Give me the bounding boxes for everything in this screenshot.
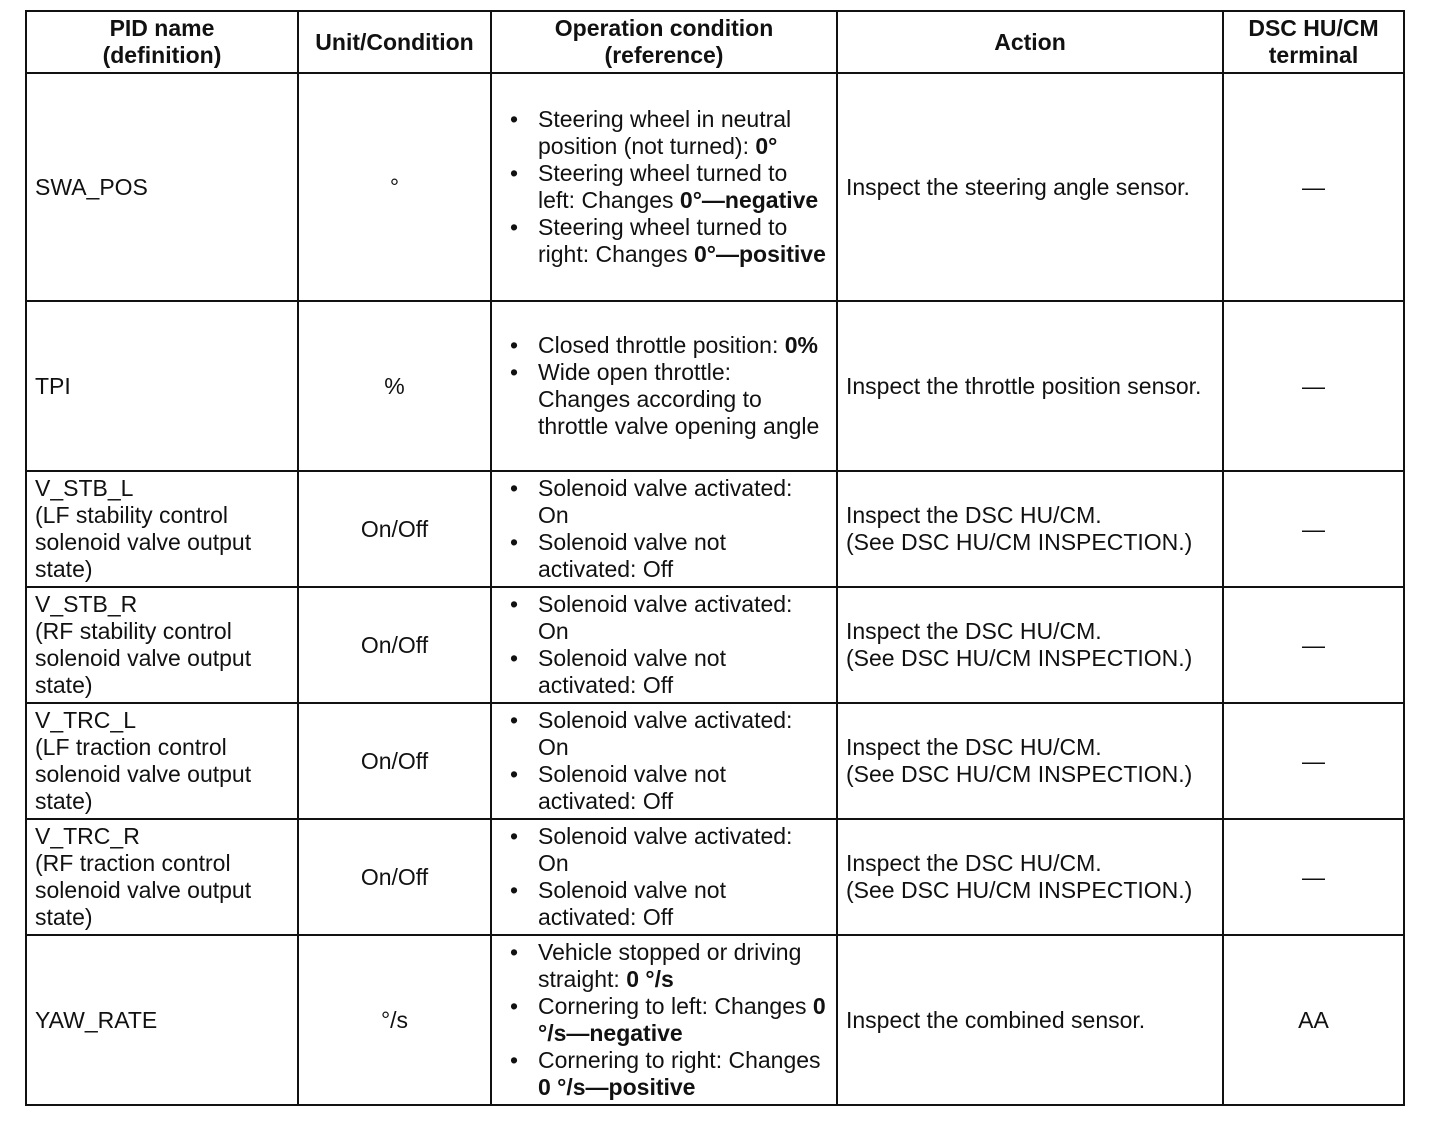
condition-item: • Solenoid valve not activated: Off	[500, 877, 828, 931]
pid-name: V_STB_R	[35, 591, 138, 617]
condition-list	[500, 475, 828, 583]
condition-item: • Cornering to left: Changes 0 °/s—negative	[500, 993, 828, 1047]
pid-name-cell	[26, 471, 298, 587]
unit-value: %	[384, 372, 405, 399]
action-text: Inspect the DSC HU/CM. (See DSC HU/CM INSPECTION.)	[846, 850, 1193, 903]
unit-cell	[298, 703, 491, 819]
condition-list	[500, 591, 828, 699]
unit-value: On/Off	[360, 631, 429, 658]
terminal-value: —	[1302, 515, 1325, 542]
pid-definition: (LF traction control solenoid valve output state)	[35, 734, 252, 814]
table-row	[26, 471, 1404, 587]
condition-list	[500, 332, 828, 440]
unit-value: °/s	[380, 1006, 409, 1033]
pid-name: YAW_RATE	[35, 1006, 158, 1033]
table-row	[26, 703, 1404, 819]
pid-table	[25, 10, 1405, 1106]
header-row	[26, 11, 1404, 73]
terminal-cell	[1223, 703, 1404, 819]
table-row	[26, 935, 1404, 1105]
terminal-value: —	[1302, 631, 1325, 658]
unit-cell	[298, 471, 491, 587]
terminal-value: —	[1302, 747, 1325, 774]
condition-item: • Solenoid valve not activated: Off	[500, 645, 828, 699]
header-pid-name: PID name (definition)	[26, 11, 298, 73]
action-cell	[837, 471, 1223, 587]
condition-item: • Steering wheel turned to left: Changes 0°—negative	[500, 160, 828, 214]
unit-cell	[298, 73, 491, 301]
terminal-value: AA	[1298, 1006, 1329, 1033]
header-action: Action	[837, 11, 1223, 73]
action-cell	[837, 587, 1223, 703]
condition-item: • Solenoid valve activated: On	[500, 707, 828, 761]
table-row	[26, 587, 1404, 703]
header-operation: Operation condition (reference)	[491, 11, 837, 73]
pid-definition: (RF stability control solenoid valve output state)	[35, 618, 252, 698]
action-text: Inspect the DSC HU/CM. (See DSC HU/CM INSPECTION.)	[846, 734, 1193, 787]
unit-value: On/Off	[360, 747, 429, 774]
terminal-cell	[1223, 73, 1404, 301]
pid-name: V_STB_L	[35, 475, 134, 501]
action-text: Inspect the DSC HU/CM. (See DSC HU/CM INSPECTION.)	[846, 618, 1193, 671]
table-row	[26, 819, 1404, 935]
condition-list	[500, 106, 828, 268]
pid-name-cell	[26, 819, 298, 935]
pid-name: SWA_POS	[35, 173, 148, 200]
unit-value: °	[389, 173, 400, 200]
action-cell	[837, 935, 1223, 1105]
pid-name-cell	[26, 935, 298, 1105]
terminal-cell	[1223, 301, 1404, 471]
terminal-cell	[1223, 819, 1404, 935]
condition-cell	[491, 301, 837, 471]
condition-cell	[491, 935, 837, 1105]
condition-item: • Steering wheel in neutral position (not turned): 0°	[500, 106, 828, 160]
pid-name: V_TRC_L	[35, 707, 136, 733]
pid-name-cell	[26, 301, 298, 471]
unit-value: On/Off	[360, 515, 429, 542]
action-text: Inspect the throttle position sensor.	[846, 372, 1202, 399]
condition-cell	[491, 471, 837, 587]
condition-item: • Solenoid valve activated: On	[500, 591, 828, 645]
terminal-value: —	[1302, 372, 1325, 399]
condition-cell	[491, 819, 837, 935]
action-cell	[837, 703, 1223, 819]
condition-item: • Solenoid valve activated: On	[500, 475, 828, 529]
condition-item: • Wide open throttle: Changes according to throttle valve opening angle	[500, 359, 828, 440]
unit-value: On/Off	[360, 863, 429, 890]
action-text: Inspect the combined sensor.	[846, 1006, 1146, 1033]
pid-definition: (LF stability control solenoid valve output state)	[35, 502, 252, 582]
terminal-value: —	[1302, 173, 1325, 200]
pid-name: V_TRC_R	[35, 823, 140, 849]
action-cell	[837, 73, 1223, 301]
condition-cell	[491, 587, 837, 703]
header-unit: Unit/Condition	[298, 11, 491, 73]
table-row	[26, 301, 1404, 471]
terminal-cell	[1223, 471, 1404, 587]
condition-list	[500, 823, 828, 931]
condition-item: • Cornering to right: Changes 0 °/s—positive	[500, 1047, 828, 1101]
terminal-cell	[1223, 935, 1404, 1105]
pid-name-cell	[26, 73, 298, 301]
condition-list	[500, 939, 828, 1101]
condition-item: • Solenoid valve activated: On	[500, 823, 828, 877]
action-cell	[837, 819, 1223, 935]
condition-item: • Solenoid valve not activated: Off	[500, 529, 828, 583]
unit-cell	[298, 301, 491, 471]
pid-definition: (RF traction control solenoid valve output state)	[35, 850, 252, 930]
condition-item: • Steering wheel turned to right: Changes 0°—positive	[500, 214, 828, 268]
condition-cell	[491, 703, 837, 819]
terminal-cell	[1223, 587, 1404, 703]
action-text: Inspect the DSC HU/CM. (See DSC HU/CM INSPECTION.)	[846, 502, 1193, 555]
unit-cell	[298, 819, 491, 935]
header-terminal: DSC HU/CM terminal	[1223, 11, 1404, 73]
condition-cell	[491, 73, 837, 301]
condition-item: • Solenoid valve not activated: Off	[500, 761, 828, 815]
table-body	[26, 73, 1404, 1105]
unit-cell	[298, 935, 491, 1105]
terminal-value: —	[1302, 863, 1325, 890]
condition-list	[500, 707, 828, 815]
action-cell	[837, 301, 1223, 471]
pid-name-cell	[26, 587, 298, 703]
pid-name: TPI	[35, 372, 71, 399]
pid-name-cell	[26, 703, 298, 819]
condition-item: • Vehicle stopped or driving straight: 0 °/s	[500, 939, 828, 993]
action-text: Inspect the steering angle sensor.	[846, 173, 1190, 200]
table-row	[26, 73, 1404, 301]
unit-cell	[298, 587, 491, 703]
condition-item: • Closed throttle position: 0%	[500, 332, 828, 359]
